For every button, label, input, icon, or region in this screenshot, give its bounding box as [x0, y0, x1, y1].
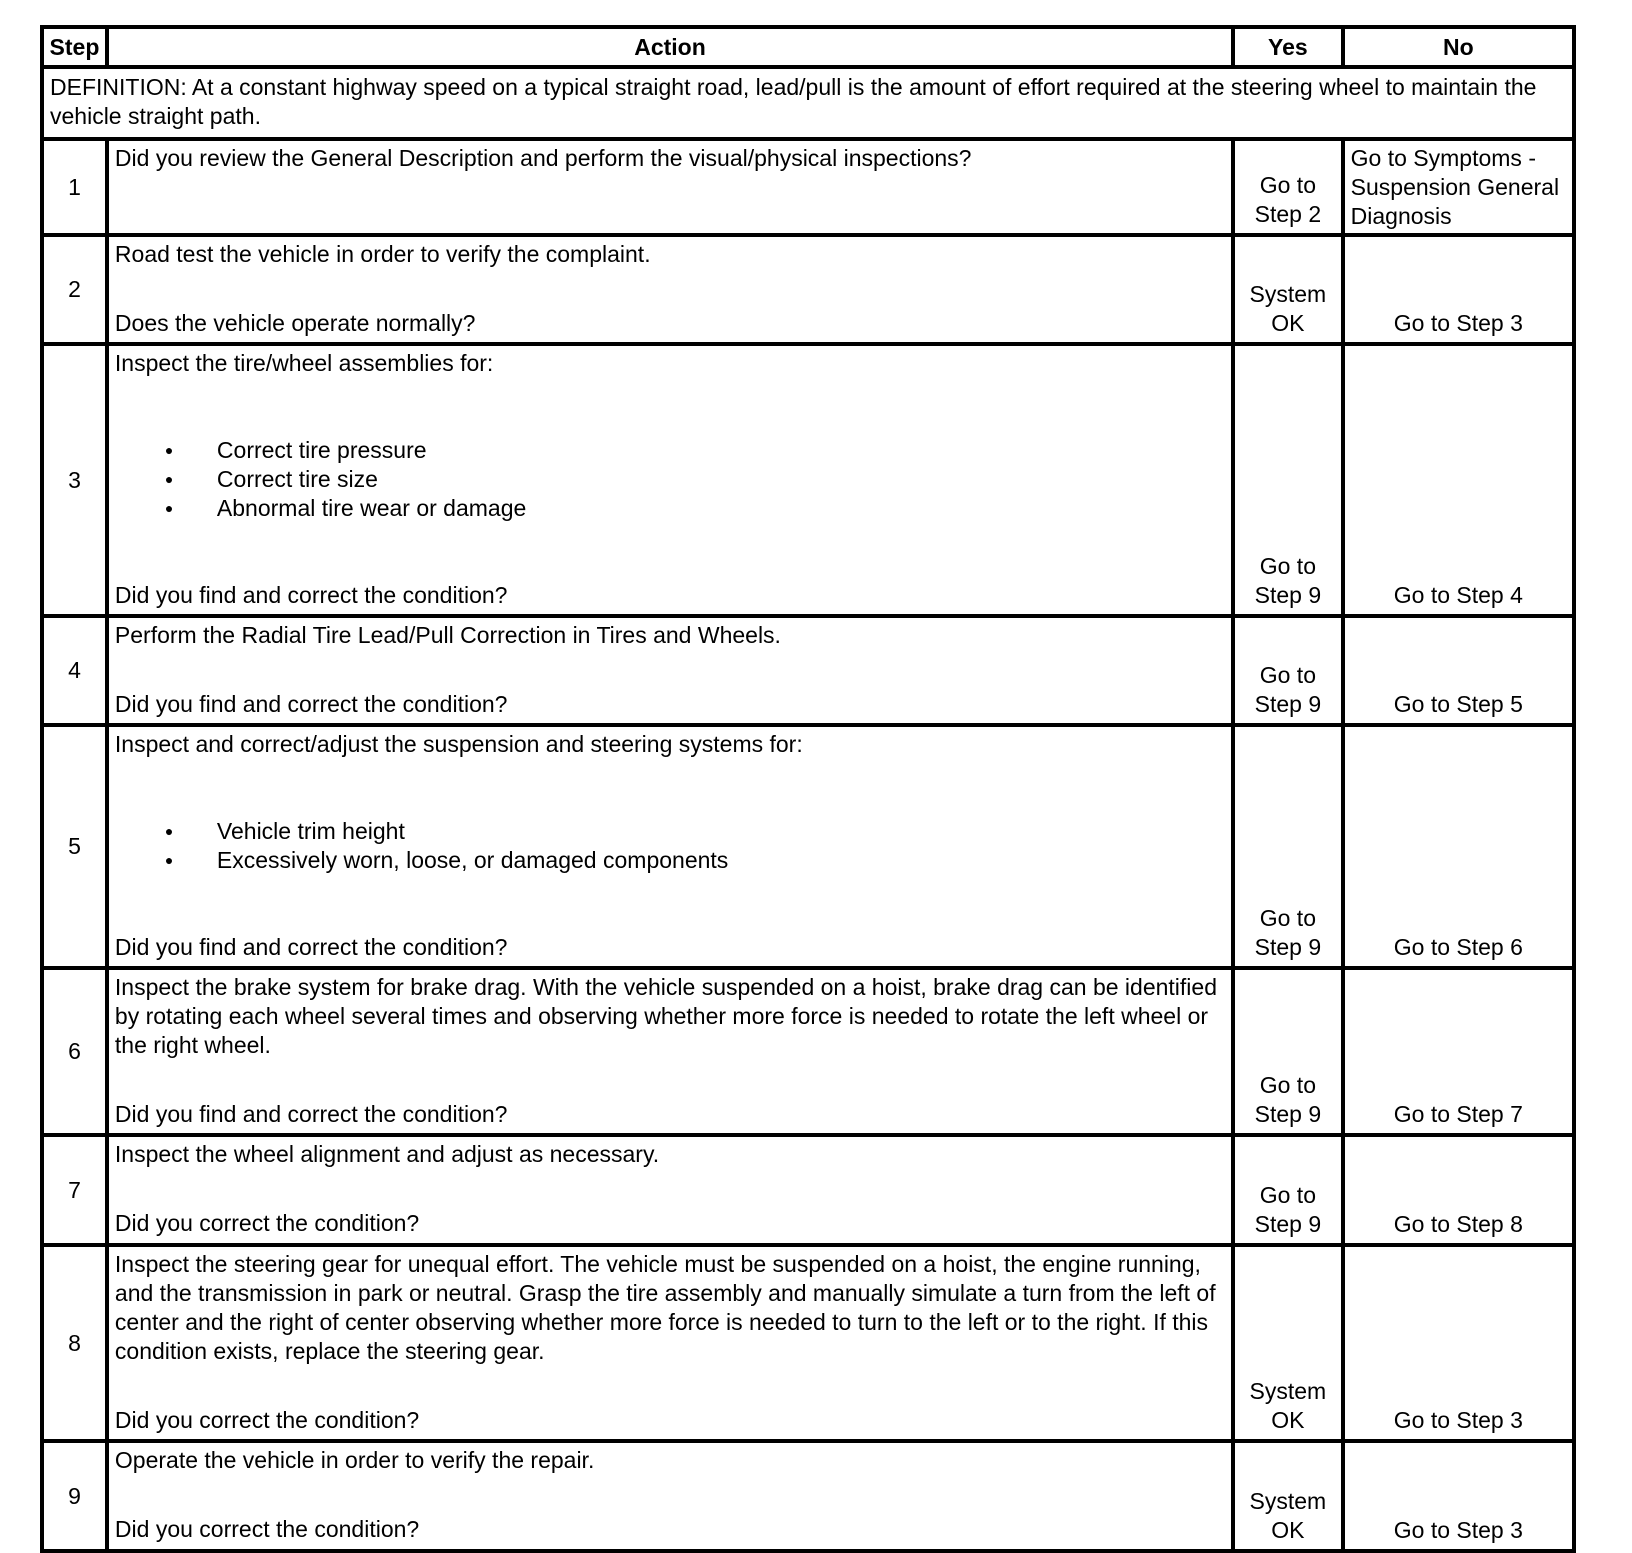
action-text: Inspect the tire/wheel assemblies for:: [114, 350, 494, 376]
header-no: No: [1343, 27, 1574, 67]
no-outcome: Go to Step 6: [1343, 725, 1574, 968]
table-row: [42, 139, 1574, 235]
step-action: [107, 1441, 1233, 1551]
diagnostic-table: [40, 25, 1576, 1553]
table-row: [42, 344, 1574, 616]
action-question: Did you find and correct the condition?: [114, 1101, 508, 1127]
action-text: Did you review the General Description and perform the visual/physical inspections?: [114, 145, 972, 171]
list-item: ● Excessively worn, loose, or damaged components: [115, 846, 1225, 875]
table-row: [42, 235, 1574, 344]
no-outcome: Go to Step 3: [1343, 1245, 1574, 1441]
table-row: [42, 1135, 1574, 1245]
yes-outcome: System OK: [1233, 235, 1343, 344]
yes-outcome: System OK: [1233, 1441, 1343, 1551]
step-number: 3: [42, 344, 107, 616]
step-action: [107, 344, 1233, 616]
no-outcome: Go to Step 3: [1343, 1441, 1574, 1551]
table-row: [42, 725, 1574, 968]
yes-outcome: Go to Step 9: [1233, 344, 1343, 616]
step-action: [107, 1135, 1233, 1245]
step-number: 1: [42, 139, 107, 235]
no-outcome: Go to Step 7: [1343, 968, 1574, 1135]
step-number: 9: [42, 1441, 107, 1551]
definition-text: DEFINITION: At a constant highway speed on a typical straight road, lead/pull is the amount of effort required at the steering wheel to maintain the vehicle straight path.: [42, 67, 1574, 139]
no-outcome: Go to Step 3: [1343, 235, 1574, 344]
table-row: [42, 1441, 1574, 1551]
header-row: [42, 27, 1574, 67]
step-action: [107, 725, 1233, 968]
step-number: 5: [42, 725, 107, 968]
action-question: Does the vehicle operate normally?: [114, 310, 476, 336]
table-row: [42, 1245, 1574, 1441]
no-outcome: Go to Symptoms - Suspension General Diagnosis: [1343, 139, 1574, 235]
action-question: Did you find and correct the condition?: [114, 691, 508, 717]
action-question: Did you find and correct the condition?: [114, 934, 508, 960]
action-text: Inspect and correct/adjust the suspension and steering systems for:: [114, 731, 803, 757]
action-text: Inspect the brake system for brake drag. With the vehicle suspended on a hoist, brake drag can be identified by rotating each wheel several times and observing whether more force is needed to rotate the left wheel or the right wheel.: [114, 974, 1218, 1058]
step-number: 8: [42, 1245, 107, 1441]
list-item: ● Correct tire pressure: [115, 436, 1225, 465]
header-action: Action: [107, 27, 1233, 67]
step-action: [107, 235, 1233, 344]
header-step: Step: [42, 27, 107, 67]
bullet-list: [115, 817, 1225, 875]
bullet-list: [115, 436, 1225, 523]
yes-outcome: Go to Step 9: [1233, 1135, 1343, 1245]
list-item: ● Correct tire size: [115, 465, 1225, 494]
step-number: 2: [42, 235, 107, 344]
no-outcome: Go to Step 4: [1343, 344, 1574, 616]
step-action: [107, 968, 1233, 1135]
step-action: [107, 1245, 1233, 1441]
table-row: [42, 616, 1574, 725]
step-number: 6: [42, 968, 107, 1135]
action-question: Did you correct the condition?: [114, 1516, 420, 1542]
action-text: Inspect the wheel alignment and adjust as necessary.: [114, 1141, 660, 1167]
yes-outcome: System OK: [1233, 1245, 1343, 1441]
step-number: 7: [42, 1135, 107, 1245]
header-yes: Yes: [1233, 27, 1343, 67]
action-question: Did you correct the condition?: [114, 1407, 420, 1433]
yes-outcome: Go to Step 9: [1233, 968, 1343, 1135]
step-number: 4: [42, 616, 107, 725]
action-question: Did you correct the condition?: [114, 1210, 420, 1236]
action-text: Road test the vehicle in order to verify the complaint.: [114, 241, 651, 267]
action-text: Operate the vehicle in order to verify the repair.: [114, 1447, 595, 1473]
table-row: [42, 968, 1574, 1135]
yes-outcome: Go to Step 9: [1233, 616, 1343, 725]
step-action: [107, 616, 1233, 725]
action-question: Did you find and correct the condition?: [114, 582, 508, 608]
no-outcome: Go to Step 8: [1343, 1135, 1574, 1245]
list-item: ● Abnormal tire wear or damage: [115, 494, 1225, 523]
action-text: Inspect the steering gear for unequal effort. The vehicle must be suspended on a hoist, the engine running, and the transmission in park or neutral. Grasp the tire assembly and manually simulate a turn from the left of center and the right of center observing whether more force is needed to turn to the left or to the right. If this condition exists, replace the steering gear.: [114, 1251, 1216, 1364]
yes-outcome: Go to Step 9: [1233, 725, 1343, 968]
step-action: [107, 139, 1233, 235]
yes-outcome: Go to Step 2: [1233, 139, 1343, 235]
action-text: Perform the Radial Tire Lead/Pull Correction in Tires and Wheels.: [114, 622, 781, 648]
list-item: ● Vehicle trim height: [115, 817, 1225, 846]
definition-row: [42, 67, 1574, 139]
no-outcome: Go to Step 5: [1343, 616, 1574, 725]
